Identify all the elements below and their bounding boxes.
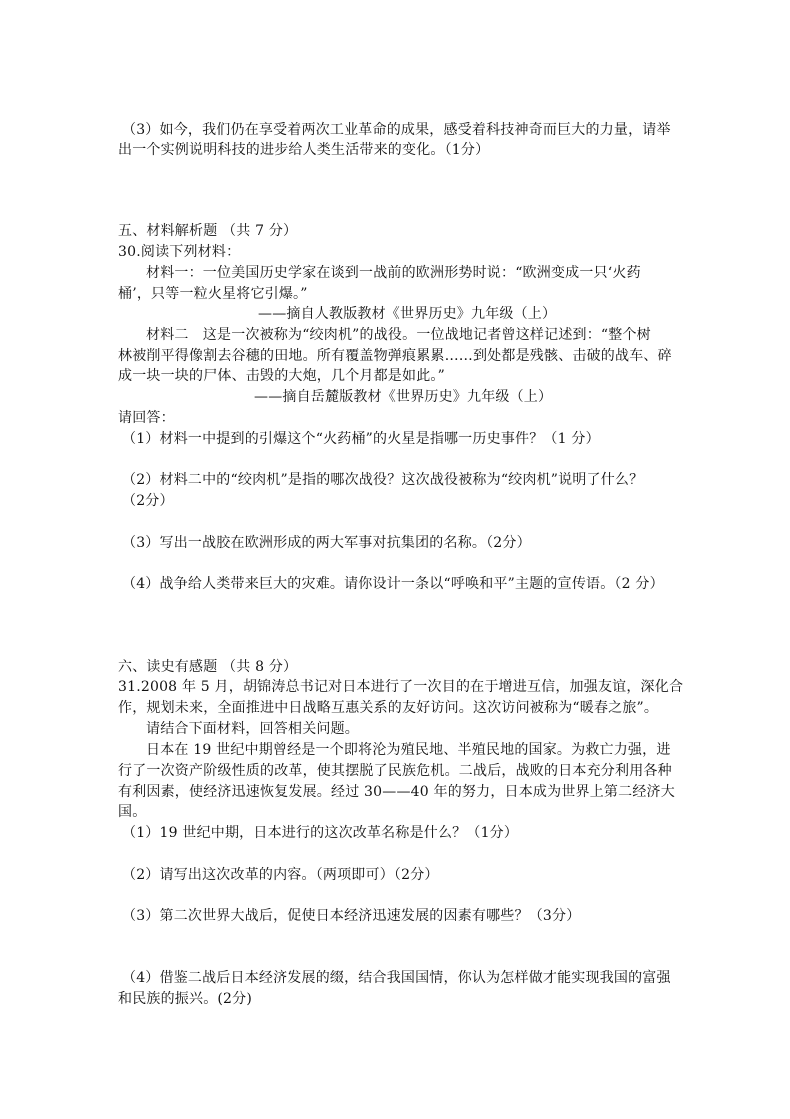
q30-3: （3）写出一战胶在欧洲形成的两大军事对抗集团的名称。（2分） [122, 535, 531, 551]
answer-prompt: 请回答： [118, 410, 175, 426]
q31-instruction: 请结合下面材料，回答相关问题。 [146, 721, 359, 737]
material2-line1: 材料二 这是一次被称为“绞肉机”的战役。一位战地记者曾这样记述到：“整个树 [146, 327, 651, 343]
section5-heading: 五、材料解析题 （共 7 分） [118, 223, 298, 239]
q31-4-line1: （4）借鉴二战后日本经济发展的缀，结合我国国情，你认为怎样做才能实现我国的富强 [122, 970, 671, 986]
q31-1: （1）19 世纪中期，日本进行的这次改革名称是什么？（1分） [122, 825, 519, 841]
q31-material-line1: 日本在 19 世纪中期曾经是一个即将沦为殖民地、半殖民地的国家。为救亡力强，进 [146, 742, 671, 758]
q31-material-line3: 有利因素，使经济迅速恢复发展。经过 30——40 年的努力，日本成为世界上第二经济大 [118, 784, 675, 800]
section6-heading: 六、读史有感题 （共 8 分） [118, 659, 298, 675]
q30-1: （1）材料一中提到的引爆这个“火药桶”的火星是指哪一历史事件？（1 分） [122, 431, 600, 447]
s4-q3-line1: （3）如今，我们仍在享受着两次工业革命的成果，感受着科技神奇而巨大的力量，请举 [122, 122, 671, 138]
q31-material-line4: 国。 [118, 804, 147, 820]
q30-2-line2: （2分） [122, 493, 174, 509]
q30-4: （4）战争给人类带来巨大的灾难。请你设计一条以“呼唤和平”主题的宣传语。（2 分） [122, 576, 664, 592]
q31-2: （2）请写出这次改革的内容。（两项即可）（2分） [122, 867, 439, 883]
q31-intro-line2: 作，规划未来，全面推进中日战略互惠关系的友好访问。这次访问被称为“暖春之旅”。 [118, 700, 659, 716]
q31-4-line2: 和民族的振兴。(2分) [118, 991, 253, 1007]
s4-q3-line2: 出一个实例说明科技的进步给人类生活带来的变化。（1分） [118, 142, 490, 158]
q31-3: （3）第二次世界大战后，促使日本经济迅速发展的因素有哪些？（3分） [122, 908, 581, 924]
material1-source: ——摘自人教版教材《世界历史》九年级（上） [258, 306, 557, 322]
material2-line3: 成一块一块的尸体、击毁的大炮，几个月都是如此。” [118, 368, 445, 384]
material1-line1: 材料一：一位美国历史学家在谈到一战前的欧洲形势时说：“欧洲变成一只‘火药 [146, 265, 641, 281]
q30-intro: 30.阅读下列材料： [118, 244, 241, 260]
material2-source: ——摘自岳麓版教材《世界历史》九年级（上） [254, 389, 553, 405]
q31-intro-line1: 31.2008 年 5 月，胡锦涛总书记对日本进行了一次目的在于增进互信，加强友谊，深化合 [118, 679, 684, 695]
q31-material-line2: 行了一次资产阶级性质的改革，使其摆脱了民族危机。二战后，战败的日本充分利用各种 [118, 763, 672, 779]
material1-line2: 桶’，只等一粒火星将它引爆。” [118, 286, 308, 302]
q30-2-line1: （2）材料二中的“绞肉机”是指的哪次战役？这次战役被称为“绞肉机”说明了什么？ [122, 472, 644, 488]
material2-line2: 林被削平得像割去谷穗的田地。所有覆盖物弹痕累累……到处都是残骸、击破的战车、碎 [118, 348, 672, 364]
